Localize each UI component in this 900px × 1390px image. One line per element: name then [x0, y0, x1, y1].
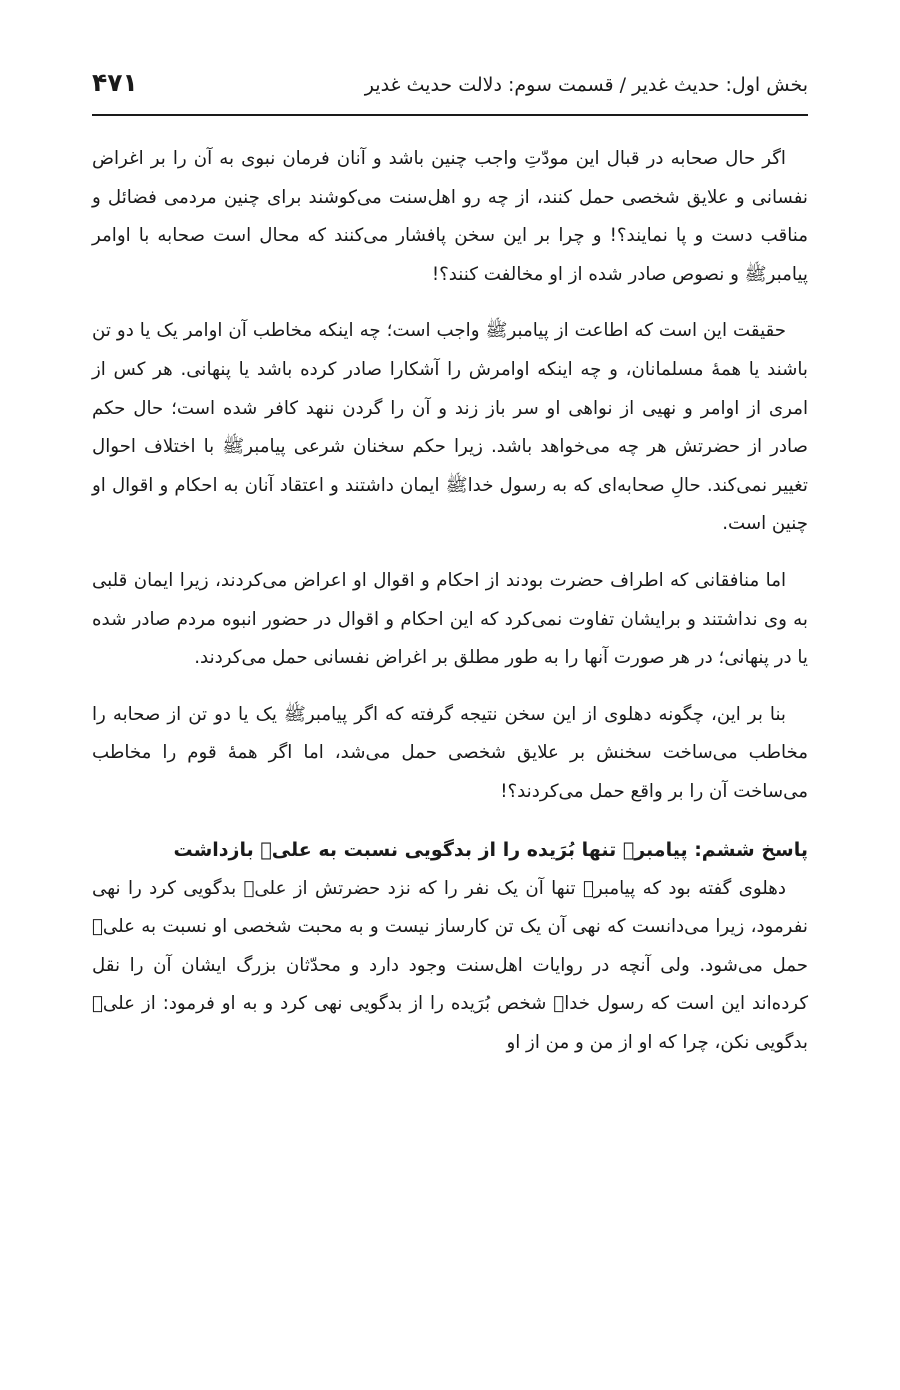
page-content: [92, 140, 808, 1062]
paragraph-3: اما منافقانی که اطراف حضرت بودند از احکام و اقوال او اعراض می‌کردند، زیرا ایمان قلبی به وی نداشتند و برایشان تفاوت نمی‌کرد که این احکام و اقوال در حضور انبوه مردم صادر شده یا در پنهانی؛ در هر صورت آنها را به طور مطلق بر اغراض نفسانی حمل می‌کردند.: [92, 569, 808, 669]
page-header: [92, 60, 808, 116]
book-page: [92, 60, 808, 1062]
paragraph-2: حقیقت این است که اطاعت از پیامبرﷺ واجب است؛ چه اینکه مخاطب آن اوامر یک یا دو تن باشند یا همهٔ مسلمانان، و چه اینکه اوامرش را آشکارا صادر کرده باشد یا پنهانی. هر کس از امری از اوامر و نهیی از نواهی او سر باز زند و آن را گردن ننهد کافر شده است؛ حال حکم صادر از حضرتش هر چه می‌خواهد باشد. زیرا حکم سخنان شرعی پیامبرﷺ با اختلاف احوال تغییر نمی‌کند. حالِ صحابه‌ای که به رسول خداﷺ ایمان داشتند و اعتقاد آنان به احکام و اقوال او چنین است.: [92, 320, 808, 535]
running-title: بخش اول: حدیث غدیر / قسمت سوم: دلالت حدیث غدیر: [364, 74, 808, 96]
section-heading: پاسخ ششم: پیامبرﷺ تنها بُرَیده را از بدگویی نسبت به علیؑ بازداشت: [173, 838, 808, 861]
paragraph-1: اگر حال صحابه در قبال این مودّتِ واجب چنین باشد و آنان فرمان نبوی به آن را بر اغراض نفسانی و علایق شخصی حمل کنند، از چه رو اهل‌سنت می‌کوشند برای چنین مردمی فضائل و مناقب دست و پا نمایند؟! و چرا بر این سخن پافشار می‌کنند که محال است صحابه با اوامر پیامبرﷺ و نصوص صادر شده از او مخالفت کنند؟!: [92, 148, 808, 285]
page-number: ۴۷۱: [92, 68, 138, 97]
paragraph-5: دهلوی گفته بود که پیامبرﷺ تنها آن یک نفر را که نزد حضرتش از علیؑ بدگویی کرد را نهی نفرمود، زیرا می‌دانست که نهی آن یک تن کارساز نیست و به محبت شخصی او نسبت به علیؑ حمل می‌شود. ولی آنچه در روایات اهل‌سنت وجود دارد و محدّثان بزرگ ایشان آن را نقل کرده‌اند این است که رسول خداﷺ شخص بُرَیده را از بدگویی نهی کرد و به او فرمود: از علیؑ بدگویی نکن، چرا که او از من و من از او: [92, 877, 808, 1053]
paragraph-4: بنا بر این، چگونه دهلوی از این سخن نتیجه گرفته که اگر پیامبرﷺ یک یا دو تن از صحابه را مخاطب می‌ساخت سخنش بر علایق شخصی حمل می‌شد، اما اگر همهٔ قوم را مخاطب می‌ساخت آن را بر واقع حمل می‌کردند؟!: [92, 703, 808, 802]
